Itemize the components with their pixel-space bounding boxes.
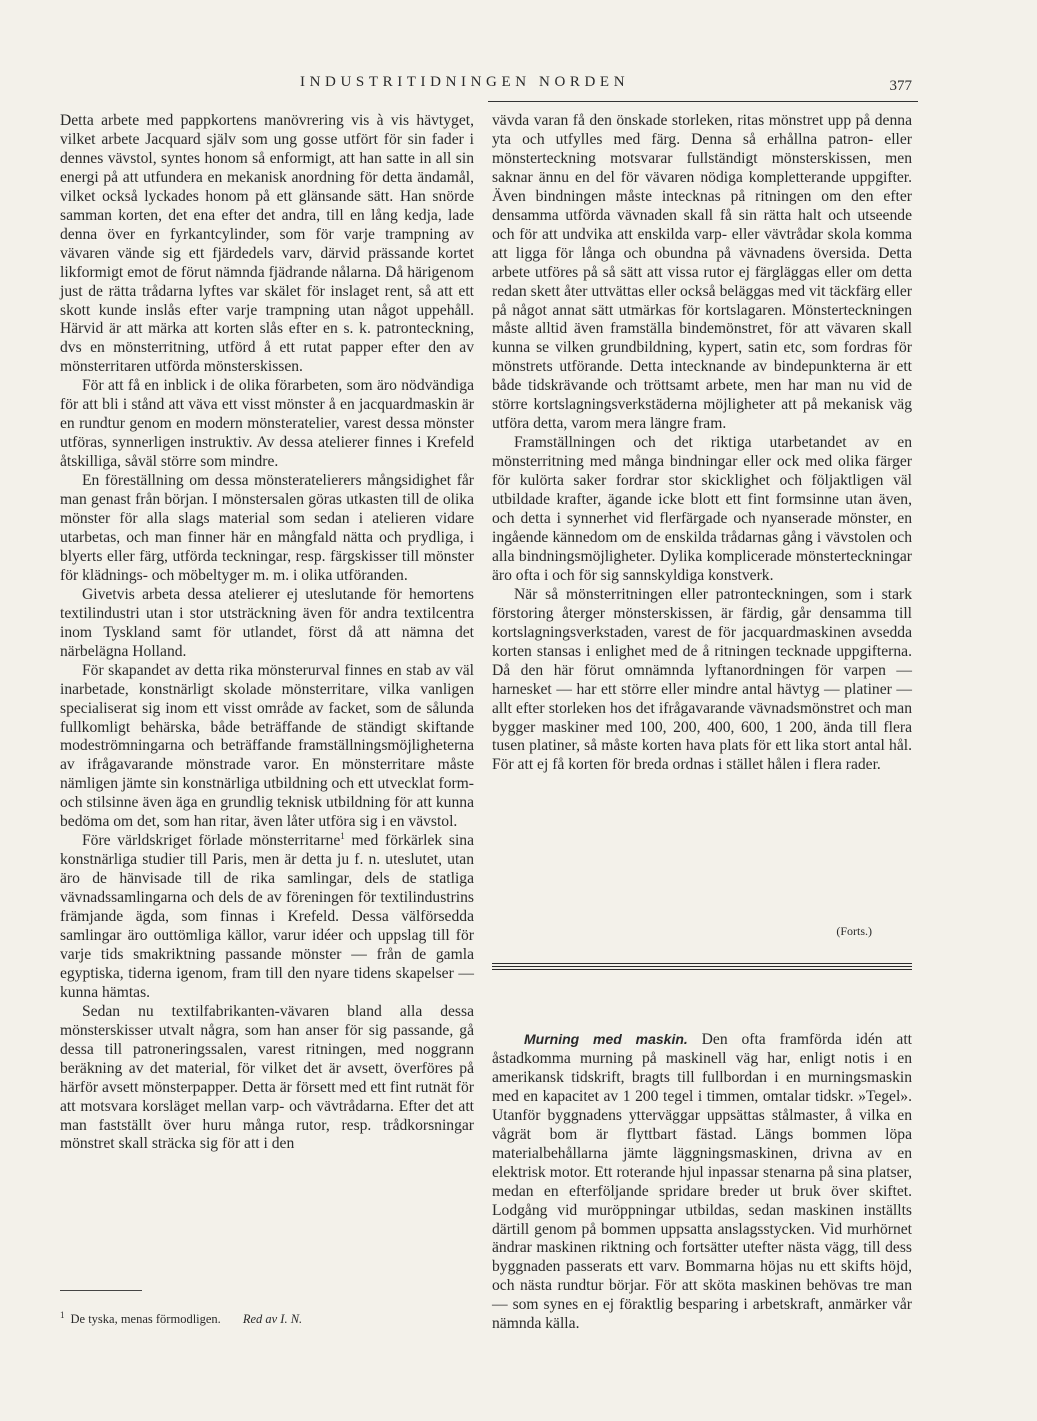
paragraph: För att få en inblick i de olika förarbeten, som äro nödvändiga för att bli i stånd att väva ett visst mönster å en jacquardmaskin är en rundtur genom en modern mönsteratelier, varest dessa mönster utföras, synnerligen instruktiv. Av dessa atelierer finnes i Krefeld åtskilliga, såväl större som mindre. bbox=[60, 377, 474, 471]
paragraph: vävda varan få den önskade storleken, ritas mönstret upp på denna yta och utfylles med färg. Denna så erhållna patron- eller mönsterteckning motsvarar fullständigt mönsterskissen, men saknar ännu en del för vävaren nödiga kompletterande uppgifter. Även bindningen måste intecknas på ritningen om den efter densamma utförda vävnaden skall få sin rätta halt och utseende och för att undvika att enskilda varp- eller vävtrådar skola komma att ligga för långa och obundna på vävnadens översida. Detta arbete utföres på så sätt att vissa rutor ej färgläggas eller om detta redan skett åter uttvättas eller också beläggas med vit täckfärg eller på något annat sätt utmärkas för kortslagaren. Mönsterteckningen måste alltid även framställa bindemönstret, för att vävaren skall kunna se vilken grundbildning, kypert, satin etc, som fordras för mönstrets utförande. Detta intecknande av bindepunkterna är ett både tidskrävande och tröttsamt arbete, men har man nu vid de större kortslagningsverkstäderna möjligheter att på mekanisk väg utföra detta, varom mera längre fram. bbox=[492, 112, 912, 433]
footnote-credit: Red av I. N. bbox=[242, 1312, 303, 1327]
footnote-rule bbox=[60, 1290, 142, 1291]
paragraph: Givetvis arbeta dessa atelierer ej uteslutande för hemortens textilindustri utan i stor utsträckning även för andra textilcentra inom Tyskland samt för utlandet, först då att nämna det närbelägna Holland. bbox=[60, 585, 474, 660]
running-header bbox=[60, 74, 920, 98]
page-number: 377 bbox=[889, 78, 912, 94]
header-rule bbox=[488, 101, 918, 102]
section-divider bbox=[492, 963, 912, 972]
journal-title: INDUSTRITIDNINGEN NORDEN bbox=[300, 74, 630, 90]
paragraph-text: med förkärlek sina konstnärliga studier till Paris, men är detta ju f. n. uteslutet, utan äro de hänvisade till de rika samlingar, dels de statliga vävnadssamlingarna och dels de av föreningen för textilindustrins främjande ägda, som finnas i Krefeld. Dessa välförsedda samlingar äro outtömliga källor, varur idéer och uppslag till för varje tids smakriktning passande mönster — från de gamla egyptiska, tiderna igenom, fram till den nyare tidens skapelser — kunna hämtas. bbox=[60, 832, 474, 1001]
paragraph: Framställningen och det riktiga utarbetandet av en mönsterritning med många bindningar eller ock med olika färger för kulörta saker fordrar stor skicklighet och följaktligen väl utbildade krafter, ägande icke blott ett fint formsinne utan även, och detta i synnerhet vid flerfärgade och nyanserade mönster, en ingående kännedom om de enskilda trådarnas gång i vävstolen och alla bindningsmöjligheter. Dylika komplicerade mönsterteckningar äro ofta i och för sig sannskyldiga konstverk. bbox=[492, 434, 912, 584]
right-column bbox=[492, 112, 912, 775]
footnote-reference: 1 bbox=[340, 831, 345, 842]
news-item-body: Den ofta framförda idén att åstadkomma murning på maskinell väg har, enligt notis i en amerikansk tidskrift, bragts till fullbordan i en murningsmaskin med en kapacitet av 1 200 tegel i timmen, omtalar tidskr. »Tegel». Utanför byggnadens ytterväggar uppsättas stålmaster, å vilka en vågrät bom är flyttbart fästad. Längs bommen löpa materialbehållarna jämte läggningsmaskinen, drivna av en elektrisk motor. Ett roterande hjul inpassar stenarna på sina platser, medan en efterföljande spridare breder ut bruk över skiftet. Lodgång vid muröppningar utbildas, sedan maskinen inställts därtill genom på bommen uppsatta anslagsstycken. Vid murhörnet ändrar maskinen riktning och fortsätter utefter nästa vägg, till dess byggnaden passerats ett varv. Bommarna höjas nu ett skifts höjd, och nästa rundtur börjar. För att sköta maskinen behövas tre man — som synes en ej föraktlig besparing i arbetskraft, anmärker vår nämnda källa. bbox=[492, 1031, 912, 1333]
paragraph: För skapandet av detta rika mönsterurval finnes en stab av väl inarbetade, konstnärligt skolade mönsterritare, vilka vanligen specialiserat sig inom ett visst område av facket, som de sålunda fullkomligt behärska, både beträffande de ständigt skiftande modeströmningarna och beträffande framställningsmöjligheterna av ifrågavarande mönstrade varor. En mönsterritare måste nämligen jämte sin konstnärliga utbildning och ett utvecklat form- och stilsinne även äga en grundlig teknisk utbildning för att kunna bedöma om det, som han ritar, även låter utföra sig i en vävstol. bbox=[60, 661, 475, 831]
footnote-text: De tyska, menas förmodligen. bbox=[70, 1312, 221, 1327]
paragraph-text: Före världskriget förlade mönsterritarne bbox=[82, 832, 341, 850]
footnote bbox=[60, 1310, 474, 1327]
paragraph: Sedan nu textilfabrikanten-vävaren bland alla dessa mönsterskisser utvalt några, som han anser för sig passande, gå dessa till patroneringssalen, varest ritningen, med noggrann beräkning av det material, för vilket det är avsett, överföres på härför avsett mönsterpapper. Detta är försett med ett fint rutnät för att motsvara korsläget mellan varp- och vävtrådarna. Efter det att man fastställt över huru många rutor, resp. trådkorsningar mönstret skall sträcka sig för att i den bbox=[60, 1002, 474, 1153]
paragraph bbox=[60, 832, 474, 1003]
news-item-title: Murning med maskin. bbox=[524, 1031, 688, 1047]
left-column bbox=[60, 112, 474, 1154]
paragraph: Detta arbete med pappkortens manövrering vis à vis hävtyget, vilket arbete Jacquard själv som ung gosse utfört för sin fader i dennes vävstol, syntes honom så enformigt, att han satte in all sin energi på att utfundera en mekanisk anordning för detta ändamål, vilket också lyckades honom på ett glänsande sätt. Han snörde samman korten, det ena efter det andra, till en lång kedja, lade denna över en fyrkantcylinder, som för varje trampning av vävaren vände sig ett fjärdedels varv, därvid prässande kortet likformigt emot de förut nämnda fjädrande nålarna. Då härigenom just de rätta trådarna lyftes var skälet för inslaget rent, så att ett skott kunde inslås efter varje trampning utan något uppehåll. Härvid är att märka att korten slås efter en s. k. patronteckning, dvs en mönsterritning, utförd å ett rutat papper efter den av mönsterritaren utförda mönsterskissen. bbox=[60, 112, 474, 376]
news-item bbox=[492, 1030, 912, 1334]
continued-note: (Forts.) bbox=[836, 924, 872, 938]
footnote-mark: 1 bbox=[60, 1310, 65, 1320]
paragraph: När så mönsterritningen eller patronteckningen, som i stark förstoring återger mönsterskissen, är färdig, går densamma till kortslagningsverkstaden, varest de för jacquardmaskinen avsedda korten stansas i enlighet med de å ritningen tecknade uppgifterna. Då den här förut omnämnda lyftanordningen för varpen — harnesket — har ett större eller mindre antal hävtyg — platiner — allt efter storleken hos det ifrågavarande vävnadsmönstret och man bygger maskiner med 100, 200, 400, 600, 1 200, ända till flera tusen platiner, så måste korten hava plats för ett lika stort antal hål. För att ej få korten för breda ordnas i stället hålen i flera rader. bbox=[492, 585, 912, 774]
paragraph: En föreställning om dessa mönsteratelierers mångsidighet får man genast från början. I mönstersalen göras utkasten till de olika mönster för alla slags material som sedan i atelieren vidare utarbetas, och man finner här en mångfald nätta och prydliga, i blyerts eller färg, utförda teckningar, resp. färgskisser till mönster för klädnings- och möbeltyger m. m. i olika utföranden. bbox=[60, 472, 474, 584]
